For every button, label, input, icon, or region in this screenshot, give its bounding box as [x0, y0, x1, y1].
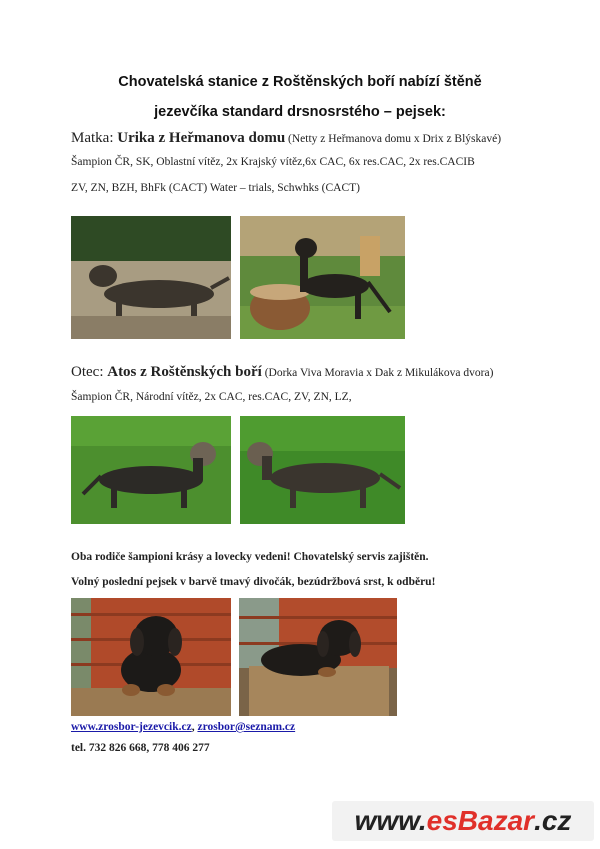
- esbazar-watermark: [332, 801, 594, 841]
- contact-links: [71, 717, 295, 735]
- father-name: Atos z Roštěnských boří: [107, 364, 262, 380]
- watermark-part-1: www.: [354, 805, 427, 836]
- watermark-part-2: esBazar: [426, 805, 535, 836]
- father-titles-1: Šampion ČR, Národní vítěz, 2x CAC, res.CAC, ZV, ZN, LZ,: [71, 391, 352, 403]
- contact-separator: ,: [191, 721, 198, 733]
- heading-line-2: jezevčíka standard drsnosrstého – pejsek:: [154, 104, 446, 120]
- notes-line-1: Oba rodiče šampioni krásy a lovecky vedeni! Chovatelský servis zajištěn.: [71, 551, 429, 563]
- mother-photo-1: [71, 216, 231, 339]
- website-link[interactable]: www.zrosbor-jezevcik.cz: [71, 721, 192, 733]
- puppy-photo-2: [239, 598, 397, 716]
- father-photo-2: [240, 416, 405, 524]
- mother-photo-2: [240, 216, 405, 339]
- father-parents: (Dorka Viva Moravia x Dak z Mikulákova dvora): [261, 367, 494, 379]
- mother-parents: (Netty z Heřmanova domu x Drix z Blýskavé): [285, 133, 502, 145]
- mother-prefix: Matka:: [71, 130, 118, 146]
- notes-line-2: Volný poslední pejsek v barvě tmavý divočák, bezúdržbová srst, k odběru!: [71, 576, 436, 588]
- father-prefix: Otec:: [71, 364, 108, 380]
- watermark-part-3: .cz: [534, 805, 572, 836]
- mother-line: [71, 130, 501, 147]
- heading-line-1: Chovatelská stanice z Roštěnských boří nabízí štěně: [118, 74, 482, 90]
- email-link[interactable]: zrosbor@seznam.cz: [197, 721, 296, 733]
- father-photo-1: [71, 416, 231, 524]
- contact-phone: tel. 732 826 668, 778 406 277: [71, 742, 210, 754]
- mother-titles-2: ZV, ZN, BZH, BhFk (CACT) Water – trials, Schwhks (CACT): [71, 182, 361, 194]
- mother-titles-1: Šampion ČR, SK, Oblastní vítěz, 2x Krajský vítěz,6x CAC, 6x res.CAC, 2x res.CACIB: [71, 156, 475, 168]
- father-line: [71, 364, 493, 381]
- mother-name: Urika z Heřmanova domu: [117, 130, 286, 146]
- puppy-photo-1: [71, 598, 231, 716]
